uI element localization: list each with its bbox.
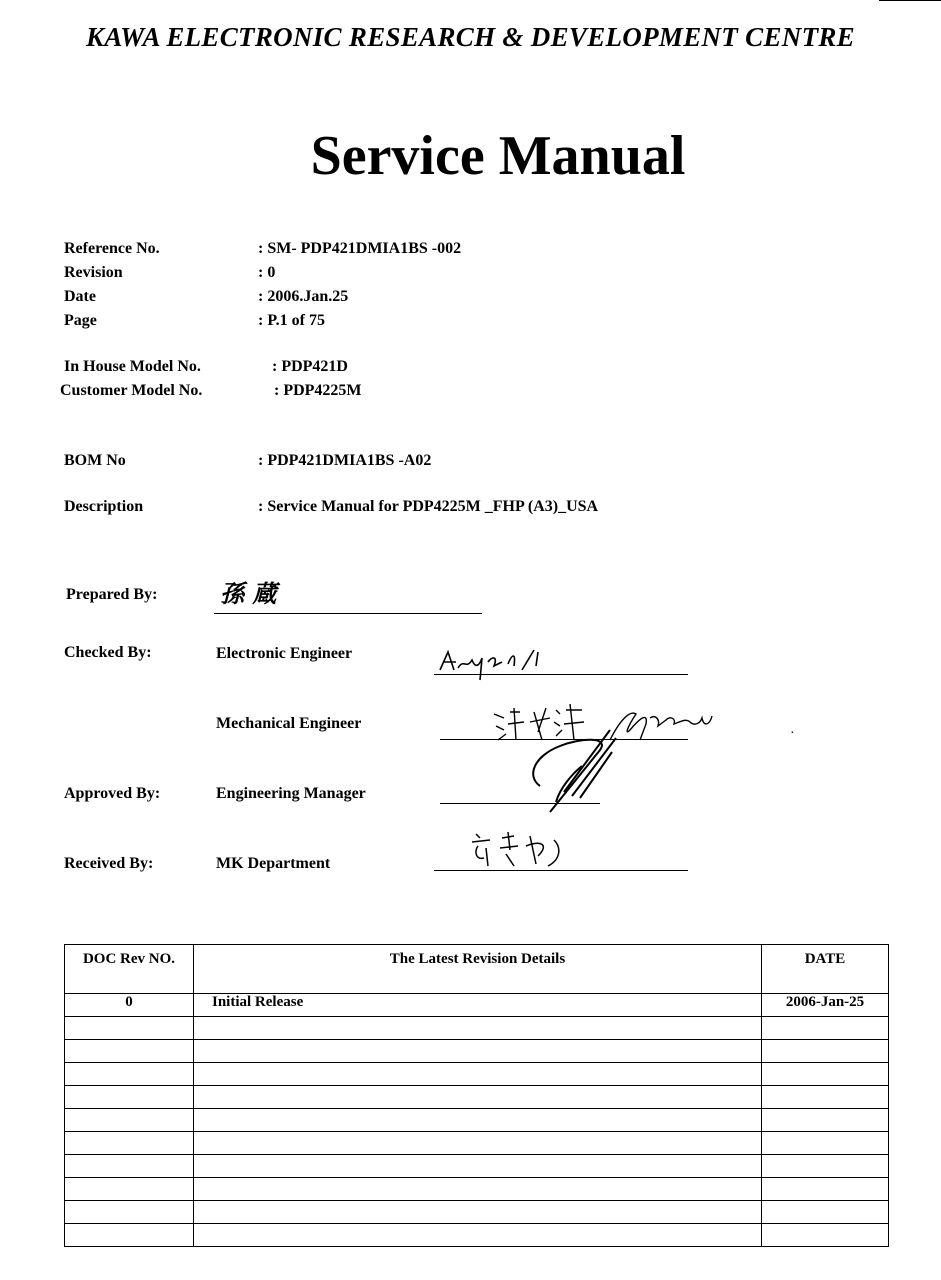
revision-table-header	[65, 945, 889, 994]
bom-no-value: : PDP421DMIA1BS -A02	[258, 452, 432, 469]
electronic-engineer-label: Electronic Engineer	[216, 645, 353, 662]
table-row	[65, 1040, 889, 1063]
corner-mark	[879, 0, 941, 1]
header-doc-rev: DOC Rev NO.	[65, 945, 194, 994]
reference-no-value: : SM- PDP421DMIA1BS -002	[258, 240, 462, 257]
bom-no-label: BOM No	[64, 452, 126, 469]
reference-no-label: Reference No.	[64, 240, 160, 257]
revision-table	[64, 944, 889, 1247]
table-row	[65, 994, 889, 1017]
table-row	[65, 1201, 889, 1224]
revision-value: : 0	[258, 264, 276, 281]
page-title: Service Manual	[310, 125, 686, 187]
company-header: KAWA ELECTRONIC RESEARCH & DEVELOPMENT CENTRE	[86, 22, 855, 52]
customer-model-label: Customer Model No.	[60, 382, 203, 399]
table-row	[65, 1109, 889, 1132]
table-row	[65, 1155, 889, 1178]
in-house-model-label: In House Model No.	[64, 358, 201, 375]
header-revision-details: The Latest Revision Details	[194, 945, 762, 994]
customer-model-value: : PDP4225M	[274, 382, 362, 399]
stray-dot: ·	[790, 726, 795, 741]
received-by-label: Received By:	[64, 855, 154, 872]
table-row	[65, 1224, 889, 1247]
description-value: : Service Manual for PDP4225M _FHP (A3)_USA	[258, 498, 599, 515]
revision-label: Revision	[64, 264, 123, 281]
mk-department-signature-line	[434, 870, 688, 871]
row-details: Initial Release	[194, 994, 762, 1017]
prepared-signature-line	[214, 613, 482, 614]
table-row	[65, 1178, 889, 1201]
date-value: : 2006.Jan.25	[258, 288, 349, 305]
row-date: 2006-Jan-25	[762, 994, 889, 1017]
approved-by-label: Approved By:	[64, 785, 161, 802]
engineering-manager-signature	[520, 716, 620, 816]
table-row	[65, 1017, 889, 1040]
mk-department-signature	[466, 826, 586, 870]
table-row	[65, 1086, 889, 1109]
table-row	[65, 1132, 889, 1155]
checked-by-label: Checked By:	[64, 644, 152, 661]
mk-department-label: MK Department	[216, 855, 331, 872]
prepared-by-label: Prepared By:	[66, 586, 158, 603]
prepared-by-signature: 孫 蔵	[220, 579, 277, 608]
mechanical-engineer-label: Mechanical Engineer	[216, 715, 362, 732]
row-rev: 0	[65, 994, 194, 1017]
engineering-manager-label: Engineering Manager	[216, 785, 366, 802]
description-label: Description	[64, 498, 144, 515]
table-row	[65, 1063, 889, 1086]
in-house-model-value: : PDP421D	[272, 358, 348, 375]
header-date: DATE	[762, 945, 889, 994]
electronic-engineer-signature	[436, 640, 576, 684]
page-value: : P.1 of 75	[258, 312, 325, 329]
date-label: Date	[64, 288, 96, 305]
page-label: Page	[64, 312, 97, 329]
